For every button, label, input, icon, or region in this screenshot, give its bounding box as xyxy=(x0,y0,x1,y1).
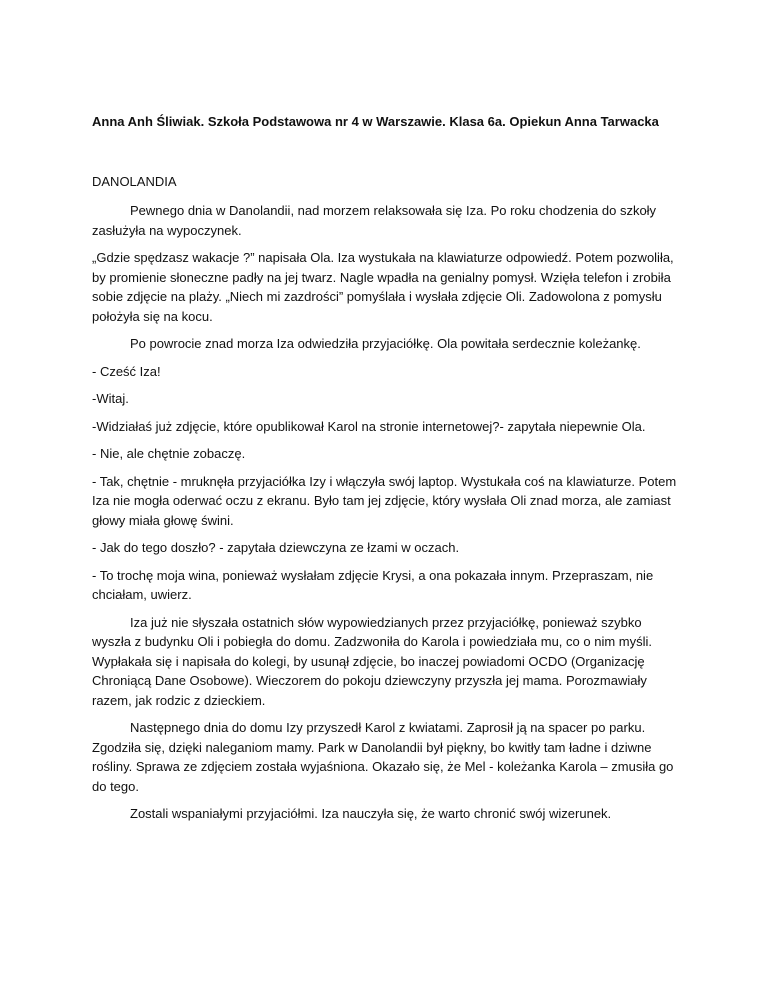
dialogue-line: -Witaj. xyxy=(92,391,129,406)
paragraph: Zostali wspaniałymi przyjaciółmi. Iza nauczyła się, że warto chronić swój wizerunek. xyxy=(130,806,612,821)
document-body xyxy=(92,112,682,832)
dialogue-line: - Jak do tego doszło? - zapytała dziewczyna ze łzami w oczach. xyxy=(92,540,460,555)
dialogue-line: -Widziałaś już zdjęcie, które opublikował Karol na stronie internetowej?- zapytała niepewnie Ola. xyxy=(92,418,646,434)
paragraph: Następnego dnia do domu Izy przyszedł Karol z kwiatami. Zaprosił ją na spacer po parku. Zgodziła się, dzięki naleganiom mamy. Park w Danolandii był piękny, bo kwitły tam ładne i dziwne rośliny. Sprawa ze zdjęciem została wyjaśniona. Okazało się, że Mel - koleżanka Karola – zmusiła go do tego. xyxy=(92,720,674,794)
dialogue-line: - Cześć Iza! xyxy=(92,363,161,379)
paragraph: Po powrocie znad morza Iza odwiedziła przyjaciółkę. Ola powitała serdecznie koleżankę. xyxy=(130,336,641,351)
paragraph: Pewnego dnia w Danolandii, nad morzem relaksowała się Iza. Po roku chodzenia do szkoły zasłużyła na wypoczynek. xyxy=(92,203,657,238)
dialogue-line: - Tak, chętnie - mruknęła przyjaciółka Izy i włączyła swój laptop. Wystukała coś na klawiaturze. Potem Iza nie mogła oderwać oczu z ekranu. Było tam jej zdjęcie, który wysłała Oli znad morza, ale zamiast głowy miała głowę świni. xyxy=(92,473,677,528)
story-title: DANOLANDIA xyxy=(92,173,177,189)
dialogue-line: - To trochę moja wina, ponieważ wysłałam zdjęcie Krysi, a ona pokazała innym. Przepraszam, nie chciałam, uwierz. xyxy=(92,567,654,602)
author-header: Anna Anh Śliwiak. Szkoła Podstawowa nr 4 w Warszawie. Klasa 6a. Opiekun Anna Tarwacka xyxy=(92,114,659,129)
paragraph: „Gdzie spędzasz wakacje ?” napisała Ola. Iza wystukała na klawiaturze odpowiedź. Potem pozwoliła, by promienie słoneczne padły na jej twarz. Nagle wpadła na genialny pomysł. Wzięła telefon i zrobiła sobie zdjęcie na plaży. „Niech mi zazdrości” pomyślała i wysłała zdjęcie Oli. Zadowolona z pomysłu położyła się na kocu. xyxy=(92,250,674,324)
paragraph: Iza już nie słyszała ostatnich słów wypowiedzianych przez przyjaciółkę, ponieważ szybko wyszła z budynku Oli i pobiegła do domu. Zadzwoniła do Karola i powiedziała mu, co o nim myśli. Wypłakała się i napisała do kolegi, by usunął zdjęcie, bo inaczej powiadomi OCDO (Organizację Chroniącą Dane Osobowe). Wieczorem do pokoju dziewczyny przyszła jej mama. Porozmawiały razem, jak rodzic z dzieckiem. xyxy=(92,614,652,708)
dialogue-line: - Nie, ale chętnie zobaczę. xyxy=(92,446,246,461)
